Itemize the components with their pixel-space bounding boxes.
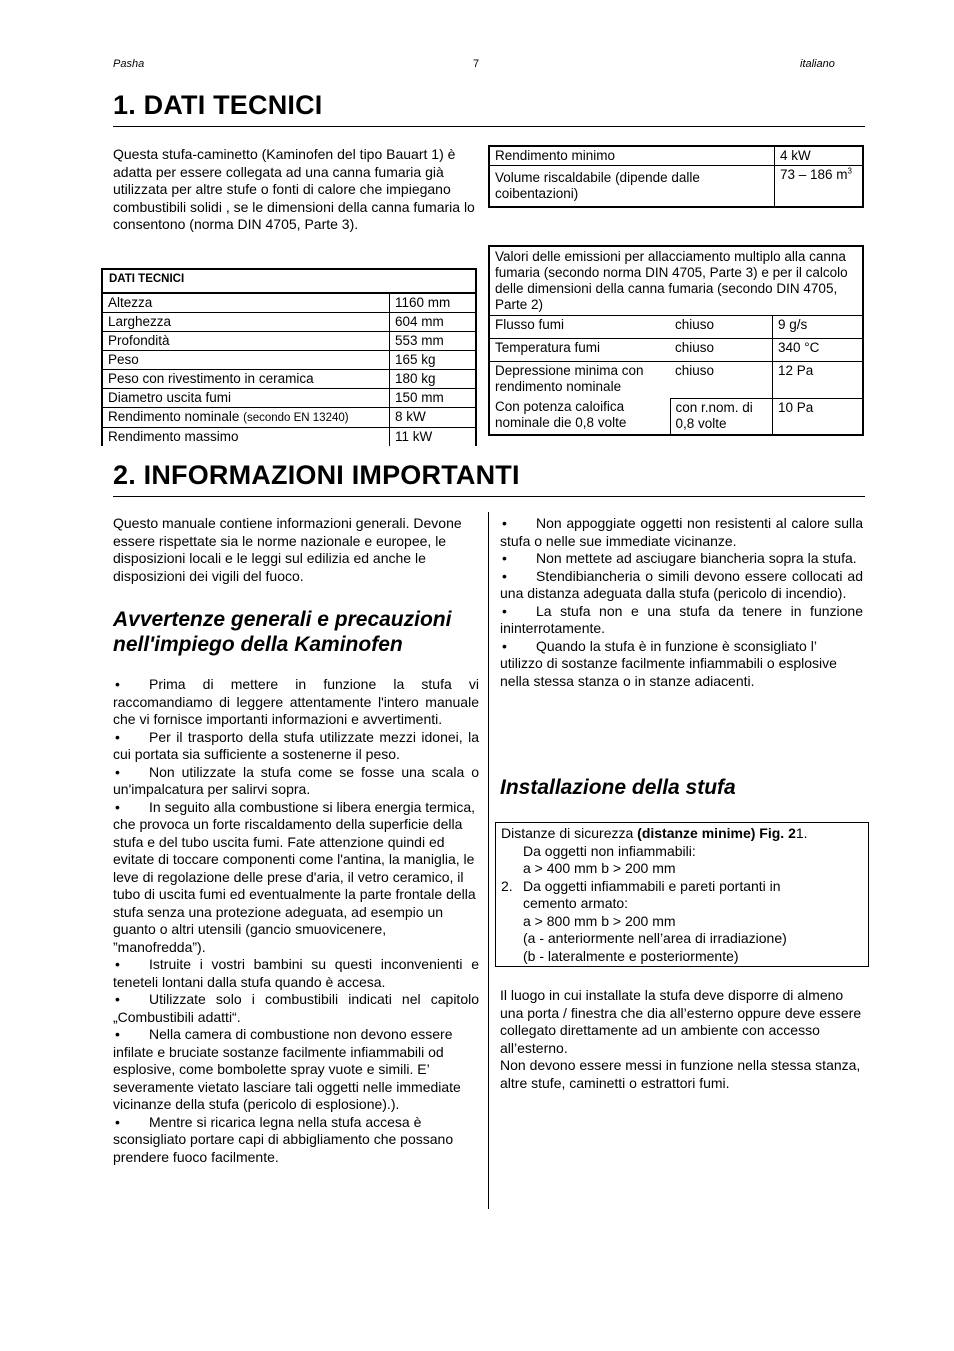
bullet-icon: • bbox=[115, 798, 120, 815]
tech-label: Diametro uscita fumi bbox=[102, 389, 390, 408]
emission-value: 9 g/s bbox=[773, 316, 864, 339]
tech-value: 180 kg bbox=[390, 370, 477, 389]
list-item bbox=[113, 676, 479, 729]
section2-title: 2. INFORMAZIONI IMPORTANTI bbox=[113, 460, 520, 490]
distance-line: cemento armato: bbox=[523, 895, 629, 911]
perf-sup: 3 bbox=[847, 166, 852, 176]
list-item-text: Non mettete ad asciugare biancheria sopra la stufa. bbox=[536, 550, 857, 566]
emission-heading: Valori delle emissioni per allacciamento multiplo alla canna fumaria (secondo norma DIN 4705, Parte 3) e per il calcolo delle dimensioni della canna fumaria (secondo DIN 4705, Parte 2) bbox=[489, 246, 863, 316]
list-item bbox=[113, 1114, 479, 1167]
section2-rule bbox=[113, 496, 865, 497]
column-divider bbox=[488, 512, 489, 1209]
distance-line: (b - lateralmente e posteriormente) bbox=[523, 947, 739, 964]
list-item bbox=[500, 550, 863, 568]
rendimento-note: (secondo EN 13240) bbox=[243, 412, 349, 424]
distance-line: Da oggetti infiammabili e pareti portanti in bbox=[523, 877, 781, 894]
list-item bbox=[500, 603, 863, 638]
distance-box bbox=[495, 822, 869, 967]
list-item-text: La stufa non e una stufa da tenere in funzione ininterrotamente. bbox=[500, 602, 863, 636]
list-item bbox=[113, 729, 479, 764]
tech-value: 150 mm bbox=[390, 389, 477, 408]
list-item bbox=[113, 991, 479, 1026]
tech-table-heading: DATI TECNICI bbox=[102, 269, 476, 293]
list-item bbox=[113, 956, 479, 991]
emission-table bbox=[488, 245, 864, 436]
distance-line: Da oggetti non infiammabili: bbox=[523, 842, 696, 859]
emission-condition: con r.nom. di 0,8 volte bbox=[670, 398, 773, 435]
tech-value: 165 kg bbox=[390, 351, 477, 370]
tech-value: 553 mm bbox=[390, 332, 477, 351]
perf-value: 4 kW bbox=[775, 146, 864, 166]
performance-table bbox=[488, 145, 864, 208]
distance-line: (a - anteriormente nell’area di irradiazione) bbox=[523, 930, 787, 946]
bullet-icon: • bbox=[115, 728, 120, 745]
section1-title: 1. DATI TECNICI bbox=[113, 90, 323, 120]
list-item bbox=[113, 1026, 479, 1114]
tech-label-rendimento bbox=[102, 408, 390, 428]
bullet-icon: • bbox=[502, 515, 507, 531]
tech-value: 8 kW bbox=[390, 408, 477, 428]
list-item bbox=[113, 764, 479, 799]
tech-label: Rendimento nominale bbox=[108, 409, 240, 424]
list-item-text: Per il trasporto della stufa utilizzate mezzi idonei, la cui portata sia sufficiente a sostenerne il peso. bbox=[113, 728, 479, 762]
perf-label: Volume riscaldabile (dipende dalle coibentazioni) bbox=[489, 166, 775, 208]
bullet-icon: • bbox=[115, 1113, 120, 1130]
tech-label: Rendimento massimo bbox=[102, 428, 390, 447]
emission-condition: chiuso bbox=[670, 362, 773, 399]
distance-heading-end: 1. bbox=[795, 825, 808, 841]
bullet-icon: • bbox=[115, 956, 120, 972]
section2-intro: Questo manuale contiene informazioni generali. Devone essere rispettate sia le norme nazionale e europee, le disposizioni locali e le leggi sul edilizia ed anche le disposizioni dei vigili del fuoco. bbox=[113, 515, 462, 584]
list-item-text: Utilizzate solo i combustibili indicati nel capitolo „Combustibili adatti“. bbox=[113, 991, 479, 1025]
emission-value: 340 °C bbox=[773, 339, 864, 362]
distance-heading-normal: Distanze di sicurezza bbox=[501, 825, 638, 841]
list-item-text: Nella camera di combustione non devono essere infilate e bruciate sostanze facilmente infiammabili od esplosive, come bombolette spray vuote e simili. E’ severamente vietato lasciare tali oggetti nelle immediate vicinanze della stufa (pericolo di esplosione).). bbox=[113, 1026, 461, 1112]
list-item-text: Mentre si ricarica legna nella stufa accesa è sconsigliato portare capi di abbigliamento che possano prendere fuoco facilmente. bbox=[113, 1113, 454, 1165]
distance-item2 bbox=[501, 878, 862, 896]
warnings-subtitle: Avvertenze generali e precauzioni nell'impiego della Kaminofen bbox=[113, 608, 452, 656]
distance-heading-bold: (distanze minime) Fig. 2 bbox=[637, 825, 796, 841]
emission-label: Con potenza caloifica nominale die 0,8 volte bbox=[489, 398, 670, 435]
warnings-list-right bbox=[500, 515, 863, 690]
page-number: 7 bbox=[473, 58, 480, 70]
distance-item2-num: 2. bbox=[501, 877, 513, 894]
bullet-icon: • bbox=[115, 991, 120, 1007]
emission-value: 10 Pa bbox=[773, 398, 864, 435]
emission-label: Flusso fumi bbox=[489, 316, 670, 339]
bullet-icon: • bbox=[502, 550, 507, 566]
list-item-text: Non appoggiate oggetti non resistenti al calore sulla stufa o nelle sue immediate vicinanze. bbox=[500, 515, 863, 549]
list-item bbox=[500, 638, 863, 691]
header-right: italiano bbox=[800, 58, 835, 70]
list-item-text: In seguito alla combustione si libera energia termica, che provoca un forte riscaldamento della superficie della stufa e del tubo uscita fumi. Fate attenzione quindi ed evitate di toccare componenti come l'antina, la maniglia, le leve di regolazione delle prese d'aria, il vetro ceramico, il tubo di uscita fumi ed eventualmente la parte frontale della stufa senza una protezione adeguata, ad esempio un guanto o altri utensili (gancio smuovicenere, ”manofredda”). bbox=[113, 798, 476, 955]
install-text-2: Non devono essere messi in funzione nella stessa stanza, altre stufe, caminetti o estrattori fumi. bbox=[500, 1057, 861, 1091]
distance-line: a > 400 mm b > 200 mm bbox=[523, 860, 676, 876]
warnings-list-left bbox=[113, 676, 479, 1166]
tech-value: 1160 mm bbox=[390, 293, 477, 313]
emission-value: 12 Pa bbox=[773, 362, 864, 399]
install-text-1: Il luogo in cui installate la stufa deve disporre di almeno una porta / finestra che dia all’esterno oppure deve essere collegato direttamente ad un ambiente con accesso all’esterno. bbox=[500, 987, 862, 1056]
tech-value: 11 kW bbox=[390, 428, 477, 447]
header-left: Pasha bbox=[113, 58, 145, 70]
section1-intro: Questa stufa-caminetto (Kaminofen del tipo Bauart 1) è adatta per essere collegata ad una canna fumaria già utilizzata per altre stufe o fonti di calore che impiegano combustibili solidi , se le dimensioni della canna fumaria lo consentono (norma DIN 4705, Parte 3). bbox=[113, 146, 475, 232]
list-item-text: Stendibiancheria o simili devono essere collocati ad una distanza adeguata dalla stufa (pericolo di incendio). bbox=[500, 567, 863, 601]
install-title: Installazione della stufa bbox=[500, 776, 736, 799]
tech-label: Peso bbox=[102, 351, 390, 370]
list-item-text: Non utilizzate la stufa come se fosse una scala o un'impalcatura per salirvi sopra. bbox=[113, 763, 479, 797]
emission-condition: chiuso bbox=[670, 339, 773, 362]
bullet-icon: • bbox=[502, 567, 507, 584]
emission-condition: chiuso bbox=[670, 316, 773, 339]
distance-heading bbox=[501, 825, 862, 843]
section1-rule bbox=[113, 126, 865, 127]
list-item-text: Prima di mettere in funzione la stufa vi raccomandiamo di leggere attentamente l'intero manuale che vi fornisce importanti informazioni e avvertimenti. bbox=[113, 676, 479, 727]
list-item-text: Istruite i vostri bambini su questi inconvenienti e teneteli lontani dalla stufa quando è accesa. bbox=[113, 956, 479, 990]
bullet-icon: • bbox=[115, 676, 120, 692]
perf-label: Rendimento minimo bbox=[489, 146, 775, 166]
tech-label: Altezza bbox=[102, 293, 390, 313]
bullet-icon: • bbox=[115, 1026, 120, 1042]
bullet-icon: • bbox=[115, 763, 120, 780]
perf-value: 73 – 186 m bbox=[780, 167, 848, 182]
list-item bbox=[113, 799, 479, 957]
bullet-icon: • bbox=[502, 602, 507, 619]
bullet-icon: • bbox=[502, 637, 507, 654]
tech-label: Profondità bbox=[102, 332, 390, 351]
perf-value-volume bbox=[775, 166, 864, 208]
emission-label: Depressione minima con rendimento nominale bbox=[489, 362, 670, 399]
tech-table bbox=[101, 268, 477, 446]
list-item bbox=[500, 568, 863, 603]
tech-value: 604 mm bbox=[390, 313, 477, 332]
list-item bbox=[500, 515, 863, 550]
tech-label: Peso con rivestimento in ceramica bbox=[102, 370, 390, 389]
emission-label: Temperatura fumi bbox=[489, 339, 670, 362]
tech-label: Larghezza bbox=[102, 313, 390, 332]
distance-line: a > 800 mm b > 200 mm bbox=[523, 912, 676, 929]
list-item-text: Quando la stufa è in funzione è sconsigliato l’ utilizzo di sostanze facilmente infiammabili o esplosive nella stessa stanza o in stanze adiacenti. bbox=[500, 637, 837, 689]
